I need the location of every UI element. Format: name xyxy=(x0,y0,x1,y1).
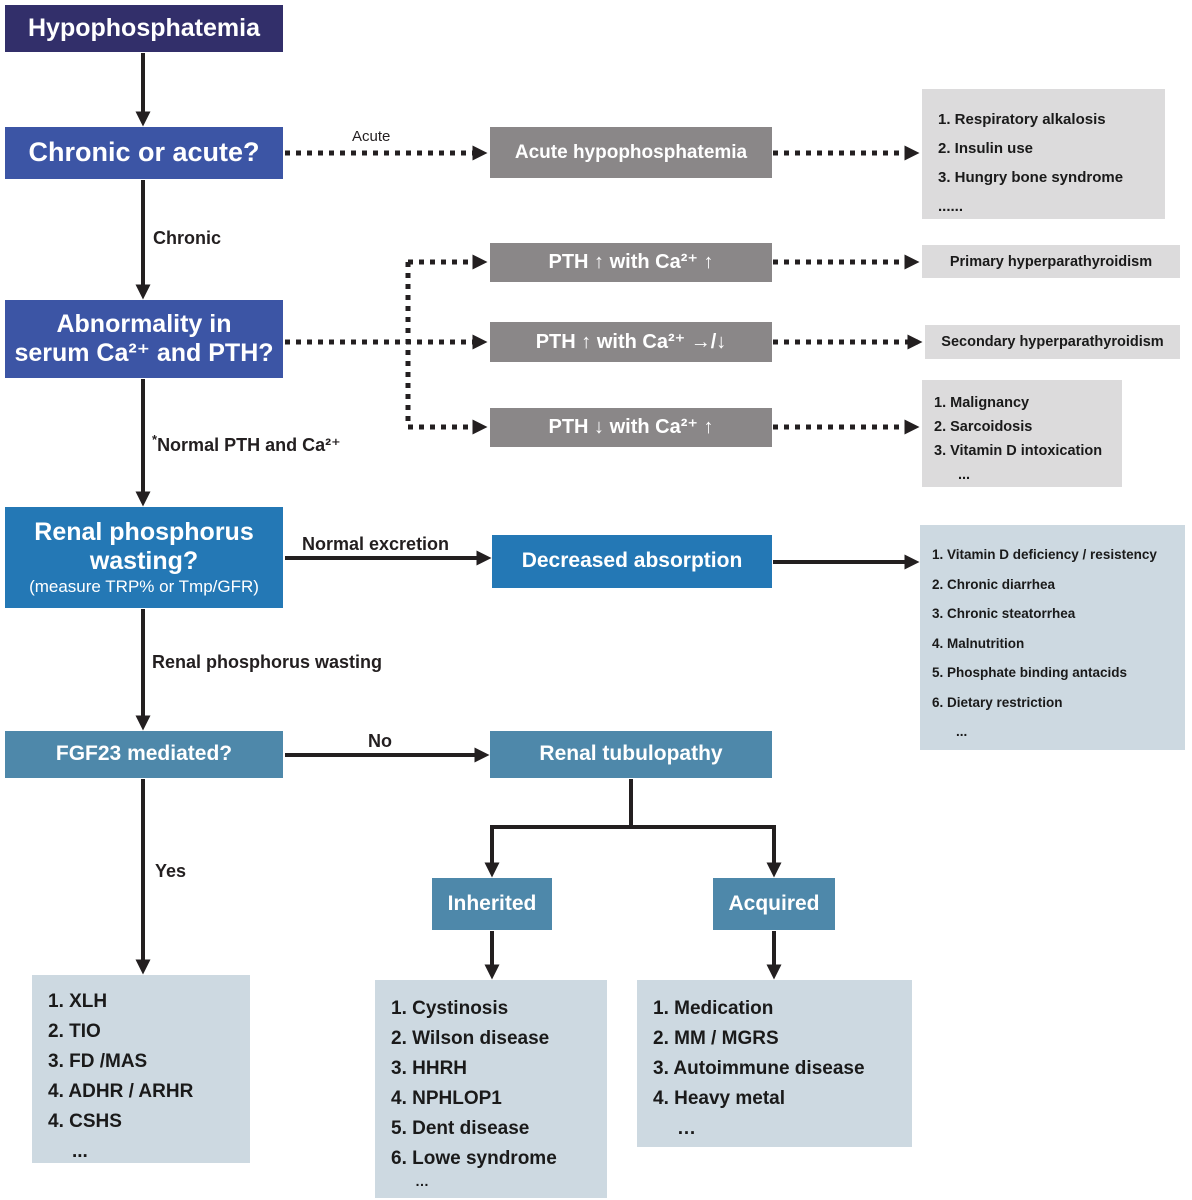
list-item: 3. Vitamin D intoxication xyxy=(934,443,1103,459)
node-acquired xyxy=(713,878,835,930)
list-item: 4. Malnutrition xyxy=(932,635,1025,651)
node-renal-phosphorus-wasting-sublabel: (measure TRP% or Tmp/GFR) xyxy=(29,576,259,596)
node-renal-phosphorus-wasting-label: Renal phosphorus wasting? xyxy=(34,518,254,576)
list-item: 3. FD /MAS xyxy=(48,1051,148,1072)
node-fgf23-mediated xyxy=(5,731,283,778)
node-renal-tubulopathy-label: Renal tubulopathy xyxy=(539,742,723,766)
node-acute-hypophosphatemia xyxy=(490,127,772,178)
list-item: 3. Chronic steatorrhea xyxy=(932,606,1076,621)
list-item: 2. MM / MGRS xyxy=(653,1028,779,1049)
node-inherited-label: Inherited xyxy=(447,891,537,915)
list-item: 2. Chronic diarrhea xyxy=(932,576,1056,592)
list-item: … xyxy=(677,1118,696,1139)
edge-label-normal-pth-text: Normal PTH and Ca²⁺ xyxy=(157,435,341,455)
node-secondary-hyperparathyroidism-label: Secondary hyperparathyroidism xyxy=(941,334,1164,350)
node-renal-tubulopathy xyxy=(490,731,772,778)
list-item: 3. HHRH xyxy=(391,1058,468,1079)
node-primary-hyperparathyroidism xyxy=(922,245,1180,278)
list-item: 4. Heavy metal xyxy=(653,1088,786,1109)
list-pth-down-causes xyxy=(922,380,1122,487)
node-pth-down-ca-up-label: PTH ↓ with Ca²⁺ ↑ xyxy=(548,416,714,438)
node-chronic-or-acute xyxy=(5,127,283,179)
node-decreased-absorption-label: Decreased absorption xyxy=(521,549,743,573)
node-abnormality-line1: Abnormality in xyxy=(56,310,232,339)
edge-label-normal-excretion: Normal excretion xyxy=(302,534,450,554)
node-hypophosphatemia xyxy=(5,5,283,52)
node-abnormality-ca-pth xyxy=(5,300,283,378)
list-item: 4. NPHLOP1 xyxy=(391,1088,502,1109)
edge-label-renal-phosphorus-wasting: Renal phosphorus wasting xyxy=(152,652,383,672)
list-absorption-causes xyxy=(920,525,1185,750)
node-renal-phosphorus-wasting xyxy=(5,507,283,608)
node-abnormality-line2: serum Ca²⁺ and PTH? xyxy=(14,339,274,367)
edge-label-no: No xyxy=(368,731,392,751)
list-item: 1. XLH xyxy=(48,991,108,1012)
node-hypophosphatemia-label: Hypophosphatemia xyxy=(28,14,260,43)
list-item: 6. Dietary restriction xyxy=(932,694,1063,710)
list-item: 6. Lowe syndrome xyxy=(391,1148,557,1169)
list-item: 1. Malignancy xyxy=(934,395,1030,411)
list-item: ... xyxy=(956,724,968,739)
list-item: 2. Sarcoidosis xyxy=(934,419,1033,435)
edge-label-normal-pth xyxy=(152,432,341,456)
node-secondary-hyperparathyroidism xyxy=(925,325,1180,359)
node-fgf23-mediated-label: FGF23 mediated? xyxy=(55,742,233,766)
node-acquired-label: Acquired xyxy=(728,891,820,915)
node-pth-up-ca-normal-or-down-label: PTH ↑ with Ca²⁺ →/↓ xyxy=(535,330,727,353)
list-item: 3. Autoimmune disease xyxy=(653,1058,865,1079)
list-item: ...... xyxy=(938,198,964,215)
list-item: 3. Hungry bone syndrome xyxy=(938,169,1124,186)
list-item: 5. Phosphate binding antacids xyxy=(932,665,1128,680)
list-item: 4. CSHS xyxy=(48,1111,122,1132)
node-pth-up-ca-up xyxy=(490,243,772,282)
list-item: 5. Dent disease xyxy=(391,1118,530,1139)
edge-label-yes: Yes xyxy=(155,861,187,881)
edge-label-normal-pth-star: * xyxy=(152,432,158,447)
edge-label-chronic: Chronic xyxy=(153,228,222,248)
list-item: ... xyxy=(958,467,971,483)
node-pth-up-ca-normal-or-down xyxy=(490,322,772,362)
edge-label-acute: Acute xyxy=(352,128,391,145)
node-pth-up-ca-up-label: PTH ↑ with Ca²⁺ ↑ xyxy=(548,251,714,273)
list-item: 2. Wilson disease xyxy=(391,1028,550,1049)
list-item: 4. ADHR / ARHR xyxy=(48,1081,194,1102)
list-acquired-causes xyxy=(637,980,912,1147)
node-acute-hypophosphatemia-label: Acute hypophosphatemia xyxy=(514,141,748,163)
node-inherited xyxy=(432,878,552,930)
list-item: … xyxy=(415,1173,429,1189)
list-item: 1. Cystinosis xyxy=(391,998,509,1019)
list-item: 1. Respiratory alkalosis xyxy=(938,111,1106,128)
list-item: 1. Vitamin D deficiency / resistency xyxy=(932,547,1157,562)
list-item: ... xyxy=(72,1141,88,1162)
list-item: 1. Medication xyxy=(653,998,774,1019)
list-inherited-causes xyxy=(375,980,607,1198)
node-primary-hyperparathyroidism-label: Primary hyperparathyroidism xyxy=(949,253,1153,270)
list-item: 2. Insulin use xyxy=(938,140,1034,157)
list-item: 2. TIO xyxy=(48,1021,101,1042)
node-chronic-or-acute-label: Chronic or acute? xyxy=(28,137,260,168)
node-decreased-absorption xyxy=(492,535,772,588)
list-acute-causes xyxy=(922,89,1165,219)
node-pth-down-ca-up xyxy=(490,408,772,447)
list-fgf23-causes xyxy=(32,975,250,1163)
